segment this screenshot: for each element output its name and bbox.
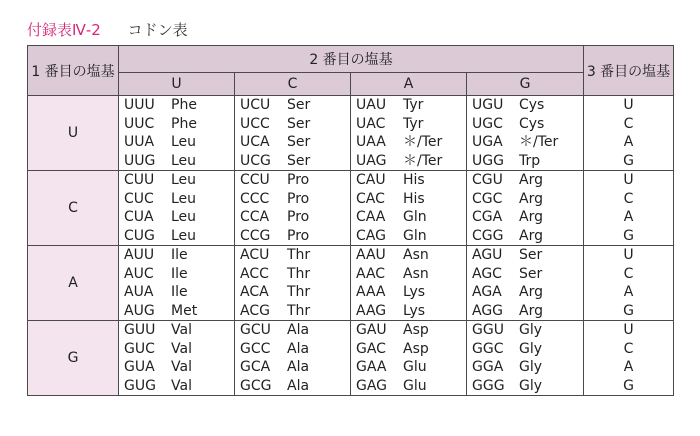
codon-entry (119, 302, 234, 321)
codon-cell (467, 321, 584, 396)
amino-acid: Val (171, 359, 192, 375)
third-base: C (623, 265, 634, 282)
amino-acid: Ala (287, 359, 310, 375)
codon: CCU (240, 172, 270, 188)
codon-entry (119, 283, 234, 302)
third-base-cell (584, 321, 674, 396)
third-base: C (623, 190, 634, 207)
amino-acid: Asp (403, 340, 429, 357)
codon: GAG (356, 377, 388, 394)
codon: UCC (240, 115, 270, 132)
third-base: G (623, 152, 634, 169)
codon: ACA (240, 284, 269, 300)
codon-entry (467, 171, 583, 190)
codon-entry (235, 358, 350, 377)
codon-entry (235, 133, 350, 152)
codon-entry (351, 283, 466, 302)
amino-acid: Arg (519, 227, 543, 244)
amino-acid: Arg (519, 172, 543, 188)
codon-entry (467, 246, 583, 265)
codon-cell (467, 171, 584, 246)
codon-entry (235, 171, 350, 190)
codon: AAC (356, 265, 386, 282)
third-base: U (623, 172, 634, 188)
codon-entry (467, 227, 583, 246)
codon-entry (235, 190, 350, 209)
codon: UCU (240, 97, 271, 113)
codon-cell (351, 96, 467, 171)
codon-entry (351, 321, 466, 340)
third-base: U (623, 97, 634, 113)
codon-cell (235, 246, 351, 321)
codon-entry (235, 283, 350, 302)
codon-cell (119, 96, 235, 171)
codon: UUU (124, 97, 155, 113)
codon-entry (235, 377, 350, 396)
codon: GAC (356, 340, 386, 357)
amino-acid: Arg (519, 190, 543, 207)
amino-acid: Asn (403, 247, 429, 263)
codon-entry (235, 208, 350, 227)
codon-group-row (28, 246, 674, 321)
codon: GAU (356, 322, 387, 338)
codon-entry (467, 190, 583, 209)
amino-acid: Pro (287, 209, 310, 225)
codon-entry (119, 340, 234, 359)
codon: ACC (240, 265, 269, 282)
codon: AUC (124, 265, 154, 282)
codon-entry (351, 377, 466, 396)
codon: CCA (240, 209, 270, 225)
third-base-cell (584, 171, 674, 246)
first-base-cell: A (28, 246, 119, 321)
codon: AUA (124, 284, 154, 300)
codon: UAG (356, 152, 387, 169)
codon: GGG (472, 377, 505, 394)
codon: CAG (356, 227, 386, 244)
amino-acid: Val (171, 340, 192, 357)
third-base: A (623, 284, 634, 300)
codon-table (27, 45, 674, 396)
amino-acid: Val (171, 322, 192, 338)
codon: CUC (124, 190, 154, 207)
codon-entry (351, 246, 466, 265)
third-base: C (623, 115, 634, 132)
amino-acid: Ser (287, 134, 311, 150)
codon-entry (467, 377, 583, 396)
codon: UAA (356, 134, 386, 150)
amino-acid: Thr (287, 265, 311, 282)
codon: AAG (356, 302, 387, 319)
codon-entry (351, 133, 466, 152)
third-base-header: 3 番目の塩基 (584, 46, 674, 96)
third-base-cell (584, 246, 674, 321)
second-base-c: C (235, 73, 351, 96)
codon: GUG (124, 377, 156, 394)
codon-entry (119, 246, 234, 265)
codon-cell (119, 321, 235, 396)
codon-entry (467, 208, 583, 227)
amino-acid: Ala (287, 322, 310, 338)
amino-acid: Leu (171, 152, 197, 169)
codon-entry (351, 227, 466, 246)
amino-acid: Cys (519, 115, 545, 132)
codon-cell (467, 246, 584, 321)
amino-acid: Leu (171, 172, 197, 188)
codon: AGG (472, 302, 504, 319)
codon-entry (235, 227, 350, 246)
codon-entry (467, 302, 583, 321)
codon-entry (235, 115, 350, 134)
codon: AGA (472, 284, 502, 300)
first-base-cell: G (28, 321, 119, 396)
amino-acid: Trp (519, 152, 541, 169)
codon-entry (119, 358, 234, 377)
codon: GCG (240, 377, 272, 394)
amino-acid: Asp (403, 322, 429, 338)
codon: CGA (472, 209, 503, 225)
second-base-header: 2 番目の塩基 (119, 46, 584, 73)
codon: UGG (472, 152, 504, 169)
codon-entry (351, 96, 466, 115)
second-base-a: A (351, 73, 467, 96)
codon-entry (467, 96, 583, 115)
codon-entry (467, 340, 583, 359)
codon-entry (119, 171, 234, 190)
codon: CUG (124, 227, 155, 244)
amino-acid: Val (171, 377, 192, 394)
codon-group-row (28, 171, 674, 246)
codon-entry (119, 96, 234, 115)
amino-acid: Tyr (403, 115, 424, 132)
codon: CCG (240, 227, 271, 244)
amino-acid: Ser (287, 152, 311, 169)
codon: AUU (124, 247, 155, 263)
codon-entry (467, 321, 583, 340)
amino-acid: Arg (519, 209, 543, 225)
codon-cell (119, 246, 235, 321)
third-base: A (623, 134, 634, 150)
codon: UAC (356, 115, 386, 132)
amino-acid: Glu (403, 377, 427, 394)
first-base-cell: C (28, 171, 119, 246)
codon-entry (235, 152, 350, 171)
codon: GUU (124, 322, 156, 338)
amino-acid: Cys (519, 97, 545, 113)
codon: CUU (124, 172, 155, 188)
table-title: コドン表 (127, 21, 188, 39)
codon-cell (467, 96, 584, 171)
codon-cell (235, 96, 351, 171)
amino-acid: Phe (171, 97, 197, 113)
codon-entry (467, 283, 583, 302)
codon-entry (351, 302, 466, 321)
amino-acid: Gly (519, 340, 543, 357)
codon: AUG (124, 302, 155, 319)
codon-entry (351, 115, 466, 134)
codon-cell (351, 321, 467, 396)
third-base: G (623, 302, 634, 319)
amino-acid: Leu (171, 190, 197, 207)
codon: AAA (356, 284, 386, 300)
codon-entry (235, 246, 350, 265)
codon: CGG (472, 227, 504, 244)
third-base-cell (584, 96, 674, 171)
amino-acid: Arg (519, 284, 543, 300)
amino-acid: Gly (519, 377, 543, 394)
amino-acid: Ser (519, 247, 543, 263)
amino-acid: Asn (403, 265, 429, 282)
amino-acid: Ile (171, 284, 188, 300)
codon-cell (351, 171, 467, 246)
codon: GCU (240, 322, 271, 338)
amino-acid: Glu (403, 359, 427, 375)
codon: UCA (240, 134, 270, 150)
codon-entry (235, 321, 350, 340)
amino-acid: Ile (171, 247, 188, 263)
third-base: A (623, 209, 634, 225)
codon: UUC (124, 115, 155, 132)
codon: GAA (356, 359, 387, 375)
amino-acid: Gly (519, 322, 543, 338)
amino-acid: Ala (287, 340, 310, 357)
codon-entry (235, 265, 350, 284)
codon-entry (119, 265, 234, 284)
codon: CGU (472, 172, 503, 188)
codon-entry (351, 358, 466, 377)
codon: UGU (472, 97, 504, 113)
amino-acid: Leu (171, 209, 197, 225)
amino-acid: Pro (287, 172, 310, 188)
amino-acid: Ser (519, 265, 543, 282)
amino-acid: His (403, 190, 425, 207)
codon: UCG (240, 152, 271, 169)
codon-entry (351, 152, 466, 171)
codon: UAU (356, 97, 387, 113)
table-number: 付録表Ⅳ-2 (27, 21, 101, 39)
third-base: G (623, 377, 634, 394)
codon-entry (467, 358, 583, 377)
amino-acid: Ile (171, 265, 188, 282)
codon: GUC (124, 340, 155, 357)
codon-entry (119, 321, 234, 340)
codon: CAA (356, 209, 386, 225)
codon-entry (119, 227, 234, 246)
amino-acid: Tyr (403, 97, 424, 113)
amino-acid: Thr (287, 284, 311, 300)
codon: UGA (472, 134, 503, 150)
amino-acid: Pro (287, 190, 310, 207)
first-base-cell: U (28, 96, 119, 171)
amino-acid: Lys (403, 302, 426, 319)
codon: UGC (472, 115, 503, 132)
codon-entry (351, 265, 466, 284)
codon: AGC (472, 265, 502, 282)
amino-acid: His (403, 172, 425, 188)
codon-cell (235, 171, 351, 246)
codon-entry (119, 115, 234, 134)
third-base: G (623, 227, 634, 244)
codon: GGC (472, 340, 504, 357)
table-caption (27, 19, 188, 40)
codon: UUA (124, 134, 155, 150)
codon-entry (235, 96, 350, 115)
third-base: U (623, 247, 634, 263)
codon-entry (119, 190, 234, 209)
codon: ACU (240, 247, 270, 263)
amino-acid: ＊/Ter (403, 152, 443, 169)
codon-group-row (28, 321, 674, 396)
codon-entry (467, 133, 583, 152)
codon-entry (351, 208, 466, 227)
codon-entry (351, 171, 466, 190)
codon: UUG (124, 152, 156, 169)
codon-entry (119, 152, 234, 171)
amino-acid: Pro (287, 227, 310, 244)
amino-acid: Ser (287, 115, 311, 132)
first-base-header: 1 番目の塩基 (28, 46, 119, 96)
codon: CUA (124, 209, 154, 225)
codon: ACG (240, 302, 270, 319)
codon-cell (119, 171, 235, 246)
codon-entry (467, 265, 583, 284)
amino-acid: ＊/Ter (403, 134, 443, 150)
codon: GUA (124, 359, 155, 375)
amino-acid: Leu (171, 134, 197, 150)
codon: GCC (240, 340, 271, 357)
codon: CAU (356, 172, 386, 188)
codon-entry (119, 377, 234, 396)
codon: AGU (472, 247, 503, 263)
amino-acid: Gln (403, 227, 427, 244)
amino-acid: Leu (171, 227, 197, 244)
codon: GCA (240, 359, 271, 375)
amino-acid: Thr (287, 247, 311, 263)
amino-acid: Gly (519, 359, 543, 375)
codon: CCC (240, 190, 270, 207)
codon-entry (351, 340, 466, 359)
amino-acid: Ala (287, 377, 310, 394)
amino-acid: Thr (287, 302, 311, 319)
codon-entry (119, 208, 234, 227)
second-base-u: U (119, 73, 235, 96)
codon-cell (351, 246, 467, 321)
codon-entry (467, 152, 583, 171)
third-base: U (623, 322, 634, 338)
codon: GGA (472, 359, 504, 375)
amino-acid: Ser (287, 97, 311, 113)
codon: GGU (472, 322, 504, 338)
amino-acid: Lys (403, 284, 426, 300)
codon-entry (351, 190, 466, 209)
amino-acid: Arg (519, 302, 543, 319)
second-base-g: G (467, 73, 584, 96)
codon: CAC (356, 190, 385, 207)
codon-entry (467, 115, 583, 134)
third-base: A (623, 359, 634, 375)
codon-entry (235, 340, 350, 359)
amino-acid: Met (171, 302, 198, 319)
codon: CGC (472, 190, 503, 207)
codon-group-row (28, 96, 674, 171)
amino-acid: ＊/Ter (519, 134, 559, 150)
third-base: C (623, 340, 634, 357)
codon-entry (235, 302, 350, 321)
codon-cell (235, 321, 351, 396)
codon-entry (119, 133, 234, 152)
amino-acid: Phe (171, 115, 197, 132)
amino-acid: Gln (403, 209, 427, 225)
codon: AAU (356, 247, 386, 263)
